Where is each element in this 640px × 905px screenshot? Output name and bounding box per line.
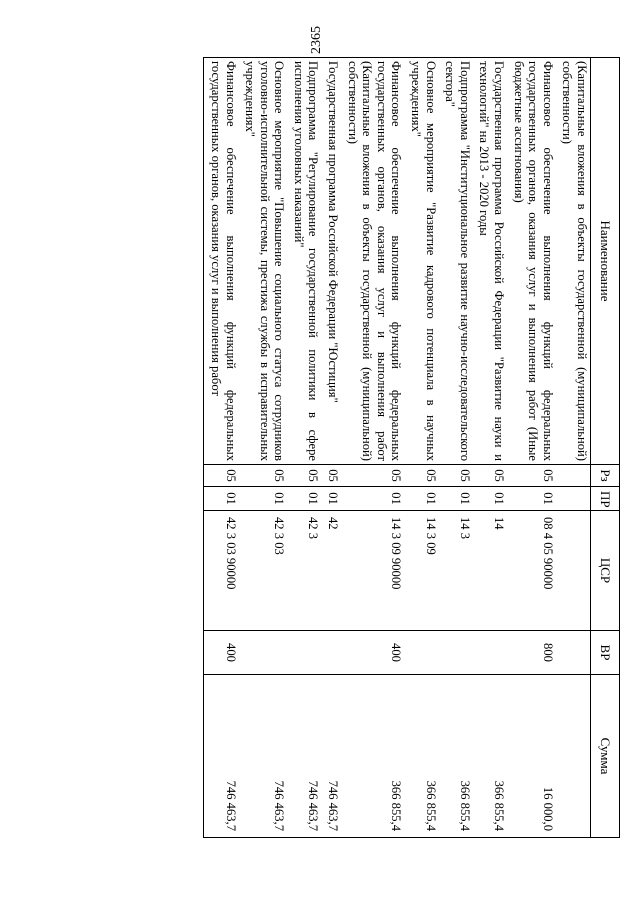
budget-table	[203, 57, 620, 838]
row-pr	[556, 487, 591, 511]
row-sum: 366 855,4	[404, 675, 438, 838]
row-vr: 400	[204, 631, 239, 675]
row-pr: 01	[204, 487, 239, 511]
row-sum: 366 855,4	[473, 675, 507, 838]
row-csr: 42 3 03	[239, 511, 288, 631]
row-vr	[404, 631, 438, 675]
row-csr: 14	[473, 511, 507, 631]
row-pr: 01	[507, 487, 556, 511]
row-rz	[556, 465, 591, 487]
row-csr: 14 3 09	[404, 511, 438, 631]
row-name: Финансовое обеспечение выполнения функций федеральных государственных органов, оказания услуг и выполнения работ	[204, 58, 239, 465]
row-sum: 16 000,0	[507, 675, 556, 838]
row-vr	[473, 631, 507, 675]
row-rz: 05	[473, 465, 507, 487]
table-row	[239, 58, 288, 838]
row-pr: 01	[341, 487, 404, 511]
row-vr	[439, 631, 473, 675]
row-rz: 05	[439, 465, 473, 487]
row-vr	[556, 631, 591, 675]
table-row	[556, 58, 591, 838]
header-rz: Рз	[591, 465, 620, 487]
header-vr: ВР	[591, 631, 620, 675]
table-row	[404, 58, 438, 838]
row-sum	[556, 675, 591, 838]
row-name: Финансовое обеспечение выполнения функций федеральных государственных органов, оказания услуг и выполнения работ (Капитальные вложения в объекты государственной (муниципальной) собственности)	[341, 58, 404, 465]
row-rz: 05	[341, 465, 404, 487]
row-vr	[287, 631, 321, 675]
table-row	[439, 58, 473, 838]
table-row	[204, 58, 239, 838]
row-rz: 05	[204, 465, 239, 487]
row-csr	[556, 511, 591, 631]
budget-table-rotated	[92, 57, 620, 837]
row-vr	[322, 631, 342, 675]
row-sum: 746 463,7	[322, 675, 342, 838]
row-pr: 01	[322, 487, 342, 511]
row-pr: 01	[439, 487, 473, 511]
row-name: Основное мероприятие "Повышение социального статуса сотрудников уголовно-исполнительной системы, престижа службы в исправительных учреждениях"	[239, 58, 288, 465]
row-csr: 14 3 09 90000	[341, 511, 404, 631]
row-sum: 746 463,7	[287, 675, 321, 838]
row-pr: 01	[287, 487, 321, 511]
row-sum: 746 463,7	[239, 675, 288, 838]
row-sum: 366 855,4	[439, 675, 473, 838]
header-sum: Сумма	[591, 675, 620, 838]
row-pr: 01	[404, 487, 438, 511]
row-name: Государственная программа Российской Федерации "Развитие науки и технологий" на 2013 - 2020 годы	[473, 58, 507, 465]
row-csr: 42 3	[287, 511, 321, 631]
row-rz: 05	[287, 465, 321, 487]
header-csr: ЦСР	[591, 511, 620, 631]
row-name: Основное мероприятие "Развитие кадрового потенциала в научных учреждениях"	[404, 58, 438, 465]
row-csr: 08 4 05 90000	[507, 511, 556, 631]
row-name: Финансовое обеспечение выполнения функций федеральных государственных органов, оказания услуг и выполнения работ (Иные бюджетные ассигнования)	[507, 58, 556, 465]
header-name: Наименование	[591, 58, 620, 465]
row-vr	[239, 631, 288, 675]
row-name: Государственная программа Российской Федерации "Юстиция"	[322, 58, 342, 465]
row-rz: 05	[404, 465, 438, 487]
table-row	[287, 58, 321, 838]
table-row	[473, 58, 507, 838]
page-number-text: 2365	[309, 26, 324, 54]
row-sum: 366 855,4	[341, 675, 404, 838]
row-csr: 42	[322, 511, 342, 631]
row-name: Подпрограмма "Регулирование государственной политики в сфере исполнения уголовных наказаний"	[287, 58, 321, 465]
row-rz: 05	[322, 465, 342, 487]
row-pr: 01	[239, 487, 288, 511]
table-row	[322, 58, 342, 838]
row-csr: 14 3	[439, 511, 473, 631]
row-vr: 400	[341, 631, 404, 675]
row-name: (Капитальные вложения в объекты государственной (муниципальной) собственности)	[556, 58, 591, 465]
row-csr: 42 3 03 90000	[204, 511, 239, 631]
table-row	[341, 58, 404, 838]
row-name: Подпрограмма "Институциональное развитие научно-исследовательского сектора"	[439, 58, 473, 465]
row-rz: 05	[507, 465, 556, 487]
table-row	[507, 58, 556, 838]
header-pr: ПР	[591, 487, 620, 511]
row-rz: 05	[239, 465, 288, 487]
row-sum: 746 463,7	[204, 675, 239, 838]
row-vr: 800	[507, 631, 556, 675]
row-pr: 01	[473, 487, 507, 511]
table-header-row	[591, 58, 620, 838]
